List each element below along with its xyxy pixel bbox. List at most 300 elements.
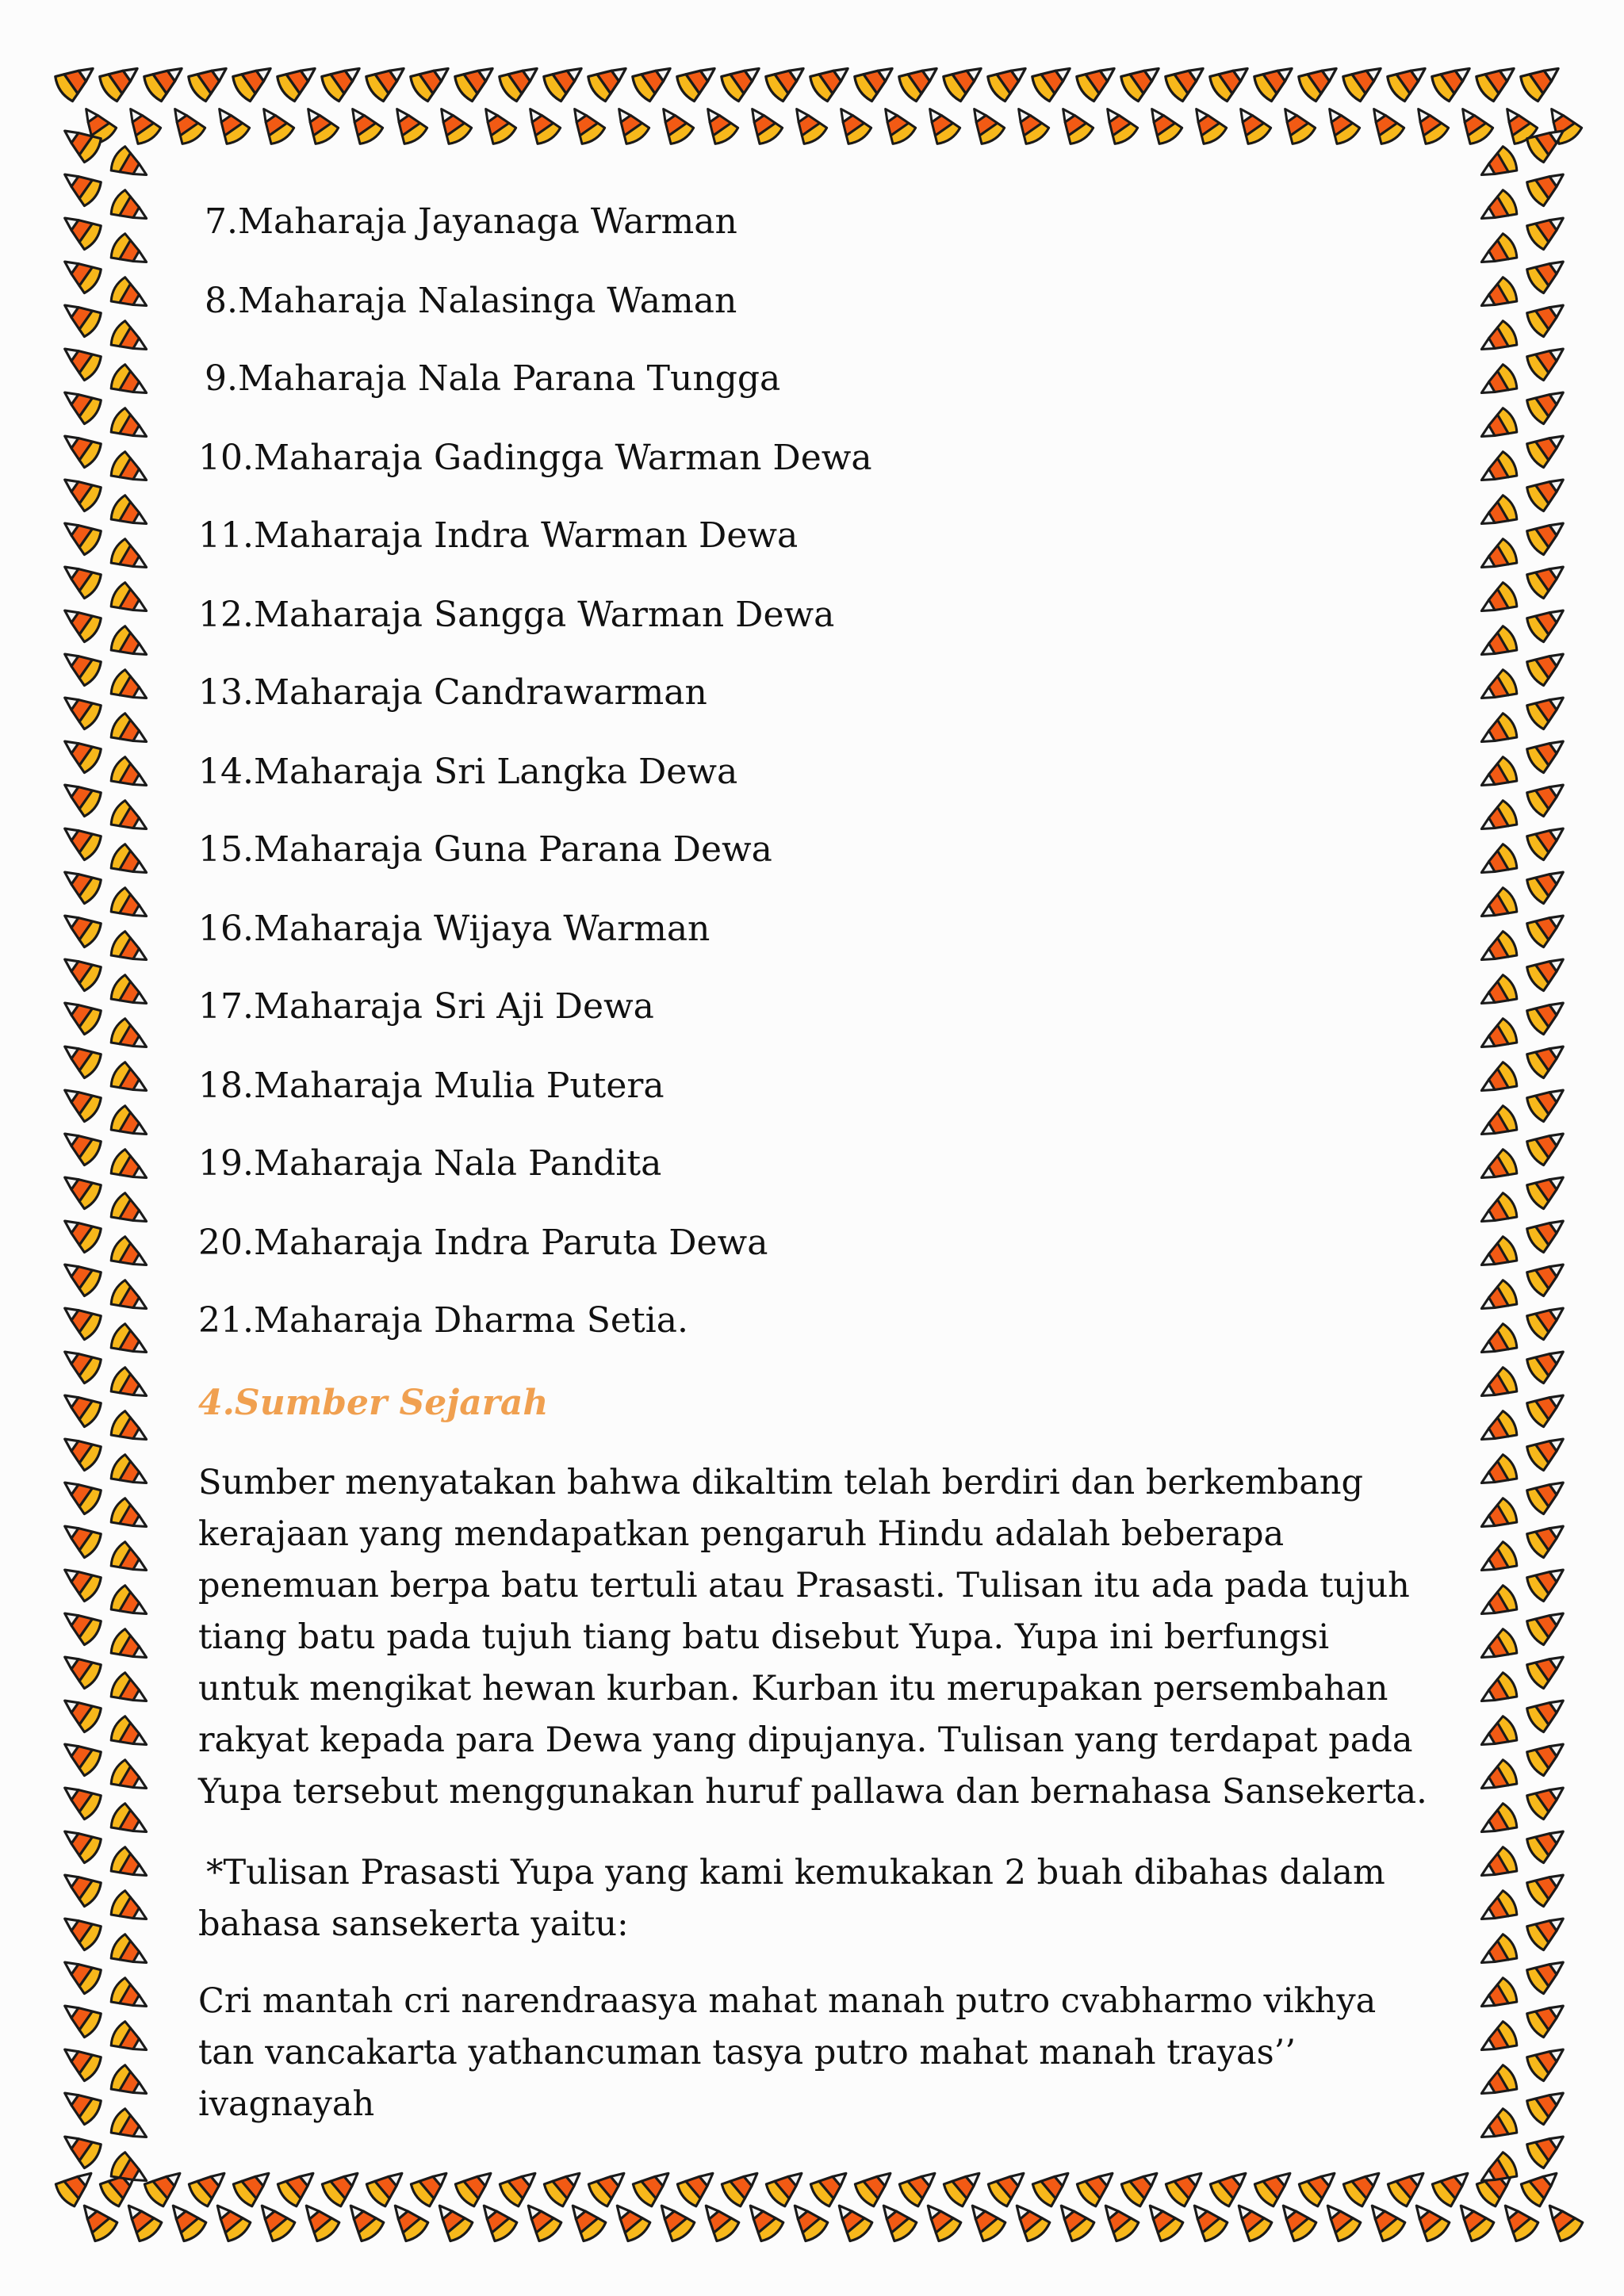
candy-corn-icon: [108, 1540, 153, 1582]
candy-corn-icon: [56, 381, 104, 426]
candy-corn-icon: [586, 2162, 634, 2208]
candy-corn-icon: [1429, 56, 1478, 103]
candy-corn-icon: [1475, 668, 1520, 710]
candy-corn-icon: [408, 56, 457, 103]
candy-corn-icon: [542, 2162, 589, 2208]
candy-corn-icon: [108, 1148, 153, 1190]
candy-corn-icon: [208, 101, 251, 146]
candy-corn-icon: [1524, 1514, 1572, 1559]
candy-corn-icon: [1524, 2125, 1572, 2170]
candy-corn-icon: [1519, 2162, 1566, 2208]
list-item: 9.Maharaja Nala Parana Tungga: [205, 358, 781, 399]
candy-corn-icon: [1524, 381, 1572, 426]
candy-corn-icon: [108, 189, 153, 231]
candy-corn-icon: [1524, 686, 1572, 731]
candy-corn-icon: [56, 1820, 104, 1865]
candy-corn-icon: [496, 56, 546, 103]
candy-corn-icon: [452, 56, 501, 103]
candy-corn-icon: [1475, 1104, 1520, 1146]
candy-corn-icon: [940, 56, 990, 103]
candy-corn-icon: [1475, 1758, 1520, 1800]
candy-corn-icon: [1475, 1061, 1520, 1103]
candy-corn-icon: [1074, 56, 1123, 103]
candy-corn-icon: [163, 101, 207, 146]
candy-corn-icon: [1430, 2162, 1477, 2208]
candy-corn-icon: [1524, 599, 1572, 644]
candy-corn-icon: [1475, 581, 1520, 623]
candy-corn-icon: [1524, 991, 1572, 1036]
candy-corn-icon: [56, 250, 104, 295]
candy-corn-icon: [56, 817, 104, 862]
candy-corn-icon: [719, 2162, 767, 2208]
candy-corn-icon: [630, 56, 679, 103]
candy-corn-icon: [1296, 56, 1345, 103]
candy-corn-icon: [297, 101, 340, 146]
candy-corn-icon: [56, 1994, 104, 2039]
candy-corn-icon: [56, 642, 104, 687]
candy-corn-icon: [1524, 904, 1572, 949]
candy-corn-icon: [275, 2162, 323, 2208]
candy-corn-icon: [1407, 101, 1450, 146]
candy-corn-icon: [675, 2162, 722, 2208]
candy-corn-icon: [652, 101, 695, 146]
candy-corn-icon: [1524, 1732, 1572, 1777]
candy-corn-icon: [1362, 101, 1406, 146]
list-item: 16.Maharaja Wijaya Warman: [198, 909, 710, 949]
candy-corn-icon: [108, 1410, 153, 1452]
candy-corn-icon: [1385, 56, 1434, 103]
candy-corn-icon: [718, 56, 768, 103]
candy-corn-icon: [108, 145, 153, 187]
candy-corn-icon: [108, 581, 153, 623]
candy-corn-icon: [1162, 56, 1212, 103]
candy-corn-icon: [1475, 1453, 1520, 1495]
candy-corn-icon: [1475, 1148, 1520, 1190]
candy-corn-icon: [186, 2162, 234, 2208]
candy-corn-icon: [108, 407, 153, 449]
candy-corn-icon: [1524, 1689, 1572, 1734]
candy-corn-icon: [918, 101, 962, 146]
candy-corn-icon: [1524, 1209, 1572, 1254]
candy-corn-icon: [1475, 625, 1520, 667]
candy-corn-icon: [108, 2064, 153, 2106]
candy-corn-icon: [56, 1514, 104, 1559]
candy-corn-icon: [108, 1061, 153, 1103]
candy-corn-icon: [1007, 101, 1051, 146]
candy-corn-icon: [1475, 407, 1520, 449]
paragraph: *Tulisan Prasasti Yupa yang kami kemukakan 2 buah dibahas dalam bahasa sansekerta yaitu:: [198, 1853, 1385, 1944]
candy-corn-icon: [108, 1235, 153, 1277]
candy-corn-icon: [108, 1628, 153, 1670]
candy-corn-icon: [108, 276, 153, 318]
candy-corn-icon: [56, 1383, 104, 1429]
candy-corn-icon: [56, 1035, 104, 1080]
candy-corn-icon: [1524, 1253, 1572, 1298]
candy-corn-icon: [1475, 1410, 1520, 1452]
candy-corn-icon: [1524, 2081, 1572, 2126]
candy-corn-icon: [108, 1802, 153, 1844]
candy-corn-icon: [1524, 1383, 1572, 1429]
candy-corn-icon: [1163, 2162, 1211, 2208]
candy-corn-icon: [1207, 56, 1256, 103]
list-item: 21.Maharaja Dharma Setia.: [198, 1300, 688, 1341]
candy-corn-icon: [1524, 293, 1572, 339]
candy-corn-icon: [1340, 56, 1389, 103]
candy-corn-icon: [829, 101, 873, 146]
candy-corn-icon: [108, 930, 153, 972]
candy-corn-icon: [108, 1758, 153, 1800]
list-item: 12.Maharaja Sangga Warman Dewa: [198, 595, 835, 635]
candy-corn-icon: [1524, 250, 1572, 295]
candy-corn-icon: [56, 1165, 104, 1211]
candy-corn-icon: [56, 293, 104, 339]
candy-corn-icon: [142, 2162, 190, 2208]
candy-corn-icon: [1185, 101, 1228, 146]
candy-corn-icon: [56, 729, 104, 775]
candy-corn-icon: [1475, 232, 1520, 274]
candy-corn-icon: [56, 468, 104, 513]
candy-corn-icon: [896, 56, 945, 103]
candy-corn-icon: [519, 101, 562, 146]
candy-corn-icon: [1297, 2162, 1344, 2208]
candy-corn-icon: [1524, 337, 1572, 382]
candy-corn-icon: [108, 1192, 153, 1234]
list-item: 7.Maharaja Jayanaga Warman: [205, 201, 737, 242]
candy-corn-icon: [1475, 1628, 1520, 1670]
candy-corn-icon: [1475, 450, 1520, 492]
candy-corn-icon: [56, 1863, 104, 1908]
candy-corn-icon: [852, 2162, 900, 2208]
list-item: 10.Maharaja Gadingga Warman Dewa: [198, 438, 872, 478]
candy-corn-icon: [430, 101, 473, 146]
candy-corn-icon: [1475, 712, 1520, 754]
candy-corn-icon: [119, 101, 163, 146]
list-item: 18.Maharaja Mulia Putera: [198, 1066, 665, 1106]
candy-corn-icon: [1475, 1192, 1520, 1234]
candy-corn-icon: [56, 1689, 104, 1734]
candy-corn-icon: [108, 538, 153, 580]
candy-corn-icon: [56, 1296, 104, 1341]
candy-corn-icon: [141, 56, 190, 103]
list-item: 20.Maharaja Indra Paruta Dewa: [198, 1223, 768, 1263]
candy-corn-icon: [1524, 1776, 1572, 1821]
candy-corn-icon: [56, 599, 104, 644]
candy-corn-icon: [56, 1209, 104, 1254]
candy-corn-icon: [108, 450, 153, 492]
candy-corn-icon: [1475, 799, 1520, 841]
candy-corn-icon: [108, 974, 153, 1016]
candy-corn-icon: [56, 206, 104, 251]
candy-corn-icon: [1208, 2162, 1255, 2208]
candy-corn-icon: [108, 2020, 153, 2062]
candy-corn-icon: [474, 101, 518, 146]
candy-corn-icon: [1524, 1035, 1572, 1080]
candy-corn-icon: [1524, 817, 1572, 862]
candy-corn-icon: [1475, 843, 1520, 885]
candy-corn-icon: [1524, 2038, 1572, 2083]
candy-corn-icon: [1524, 642, 1572, 687]
candy-corn-icon: [108, 1322, 153, 1364]
candy-corn-icon: [108, 1497, 153, 1539]
candy-corn-icon: [56, 1907, 104, 1952]
candy-corn-icon: [56, 1645, 104, 1690]
candy-corn-icon: [56, 555, 104, 600]
candy-corn-icon: [56, 424, 104, 469]
candy-corn-icon: [56, 1950, 104, 1996]
candy-corn-icon: [674, 56, 723, 103]
candy-corn-icon: [1524, 1340, 1572, 1385]
list-item: 15.Maharaja Guna Parana Dewa: [198, 829, 772, 870]
candy-corn-icon: [1538, 2196, 1584, 2244]
candy-corn-icon: [56, 1122, 104, 1167]
candy-corn-icon: [1252, 2162, 1300, 2208]
candy-corn-icon: [985, 56, 1034, 103]
candy-corn-icon: [963, 101, 1006, 146]
candy-corn-icon: [108, 668, 153, 710]
candy-corn-icon: [764, 2162, 811, 2208]
candy-corn-icon: [1074, 2162, 1122, 2208]
candy-corn-icon: [108, 886, 153, 928]
candy-corn-icon: [56, 1471, 104, 1516]
candy-corn-icon: [108, 363, 153, 405]
candy-corn-icon: [108, 799, 153, 841]
candy-corn-icon: [1524, 729, 1572, 775]
candy-corn-icon: [56, 773, 104, 818]
candy-corn-icon: [1473, 56, 1522, 103]
candy-corn-icon: [1318, 101, 1362, 146]
candy-corn-icon: [108, 843, 153, 885]
candy-corn-icon: [1475, 1497, 1520, 1539]
candy-corn-icon: [56, 860, 104, 905]
candy-corn-icon: [56, 686, 104, 731]
candy-corn-icon: [56, 511, 104, 557]
candy-corn-icon: [1475, 1235, 1520, 1277]
candy-corn-icon: [108, 1453, 153, 1495]
list-item: 17.Maharaja Sri Aji Dewa: [198, 986, 654, 1027]
candy-corn-icon: [1524, 1820, 1572, 1865]
candy-corn-icon: [1096, 101, 1139, 146]
candy-corn-icon: [1140, 101, 1184, 146]
candy-corn-icon: [1475, 363, 1520, 405]
candy-corn-icon: [1341, 2162, 1388, 2208]
candy-corn-icon: [541, 56, 590, 103]
candy-corn-icon: [1524, 1994, 1572, 2039]
candy-corn-icon: [108, 2107, 153, 2149]
candy-corn-icon: [1524, 773, 1572, 818]
candy-corn-icon: [56, 1253, 104, 1298]
candy-corn-icon: [108, 1889, 153, 1931]
candy-corn-icon: [56, 1558, 104, 1603]
candy-corn-icon: [1229, 101, 1273, 146]
candy-corn-icon: [274, 56, 324, 103]
candy-corn-icon: [1524, 1558, 1572, 1603]
candy-corn-icon: [1524, 206, 1572, 251]
candy-corn-icon: [1475, 1846, 1520, 1888]
candy-corn-icon: [1030, 2162, 1078, 2208]
candy-corn-icon: [186, 56, 235, 103]
candy-corn-icon: [852, 56, 901, 103]
candy-corn-icon: [1524, 1427, 1572, 1472]
candy-corn-icon: [56, 947, 104, 993]
candy-corn-icon: [1475, 538, 1520, 580]
candy-corn-icon: [231, 2162, 278, 2208]
candy-corn-icon: [563, 101, 607, 146]
candy-corn-icon: [1475, 1976, 1520, 2019]
section-heading: 4.Sumber Sejarah: [198, 1383, 549, 1423]
paragraph: Sumber menyatakan bahwa dikaltim telah berdiri dan berkembang kerajaan yang mendapatkan pengaruh Hindu adalah beberapa penemuan berpa batu tertuli atau Prasasti. Tulisan itu ada pada tujuh tiang batu pada tujuh tiang batu disebut Yupa. Yupa ini berfungsi untuk mengikat hewan kurban. Kurban itu merupakan persembahan rakyat kepada para Dewa yang dipujanya. Tulisan yang terdapat pada Yupa tersebut menggunakan huruf pallawa dan bernahasa Sansekerta.: [198, 1463, 1427, 1812]
candy-corn-icon: [1524, 511, 1572, 557]
candy-corn-icon: [1475, 1540, 1520, 1582]
candy-corn-icon: [1475, 494, 1520, 536]
candy-corn-icon: [1524, 1078, 1572, 1123]
candy-corn-icon: [363, 56, 412, 103]
candy-corn-icon: [897, 2162, 944, 2208]
candy-corn-icon: [808, 2162, 856, 2208]
candy-corn-icon: [341, 101, 385, 146]
candy-corn-icon: [1475, 276, 1520, 318]
candy-corn-icon: [1475, 1366, 1520, 1408]
candy-corn-icon: [108, 1715, 153, 1757]
candy-corn-icon: [1518, 56, 1567, 103]
candy-corn-icon: [785, 101, 829, 146]
candy-corn-icon: [1475, 1017, 1520, 1059]
candy-corn-icon: [763, 56, 812, 103]
candy-corn-icon: [1475, 1322, 1520, 1364]
candy-corn-icon: [108, 1279, 153, 1321]
list-item: 14.Maharaja Sri Langka Dewa: [198, 752, 738, 792]
candy-corn-icon: [1475, 189, 1520, 231]
candy-corn-icon: [1524, 1471, 1572, 1516]
candy-corn-icon: [364, 2162, 412, 2208]
candy-corn-icon: [1475, 1671, 1520, 1713]
candy-corn-icon: [230, 56, 279, 103]
candy-corn-icon: [1475, 1889, 1520, 1931]
candy-corn-icon: [53, 2162, 101, 2208]
candy-corn-icon: [453, 2162, 500, 2208]
candy-corn-icon: [1118, 56, 1167, 103]
candy-corn-icon: [97, 56, 146, 103]
candy-corn-icon: [320, 2162, 367, 2208]
candy-corn-icon: [807, 56, 856, 103]
candy-corn-icon: [1475, 886, 1520, 928]
candy-corn-icon: [941, 2162, 989, 2208]
candy-corn-icon: [108, 232, 153, 274]
candy-corn-icon: [108, 1366, 153, 1408]
candy-corn-icon: [56, 904, 104, 949]
candy-corn-icon: [108, 494, 153, 536]
candy-corn-icon: [56, 163, 104, 208]
candy-corn-icon: [1524, 1165, 1572, 1211]
candy-corn-icon: [986, 2162, 1033, 2208]
list-item: 11.Maharaja Indra Warman Dewa: [198, 515, 799, 556]
candy-corn-icon: [607, 101, 651, 146]
candy-corn-icon: [1524, 163, 1572, 208]
candy-corn-icon: [1524, 1122, 1572, 1167]
candy-corn-icon: [108, 1671, 153, 1713]
candy-corn-icon: [1524, 555, 1572, 600]
list-item: 13.Maharaja Candrawarman: [198, 672, 707, 713]
candy-corn-icon: [108, 1846, 153, 1888]
candy-corn-icon: [1524, 947, 1572, 993]
candy-corn-icon: [1475, 756, 1520, 798]
candy-corn-icon: [108, 1933, 153, 1975]
candy-corn-icon: [56, 1427, 104, 1472]
candy-corn-icon: [108, 1976, 153, 2019]
candy-corn-icon: [56, 2081, 104, 2126]
candy-corn-icon: [408, 2162, 456, 2208]
candy-corn-icon: [1524, 1907, 1572, 1952]
candy-corn-icon: [1119, 2162, 1166, 2208]
candy-corn-icon: [385, 101, 429, 146]
candy-corn-icon: [319, 56, 368, 103]
candy-corn-icon: [1475, 1279, 1520, 1321]
candy-corn-icon: [108, 756, 153, 798]
candy-corn-icon: [1524, 1296, 1572, 1341]
candy-corn-icon: [874, 101, 917, 146]
candy-corn-icon: [52, 56, 102, 103]
candy-corn-icon: [1524, 1950, 1572, 1996]
candy-corn-icon: [108, 1017, 153, 1059]
candy-corn-icon: [1475, 1933, 1520, 1975]
candy-corn-icon: [1475, 2064, 1520, 2106]
candy-corn-icon: [56, 1732, 104, 1777]
candy-corn-icon: [108, 1584, 153, 1626]
paragraph: Cri mantah cri narendraasya mahat manah putro cvabharmo vikhya tan vancakarta yathancuman tasya putro mahat manah trayas’’ ivagnayah: [198, 1981, 1377, 2124]
candy-corn-icon: [56, 1340, 104, 1385]
candy-corn-icon: [1051, 101, 1095, 146]
candy-corn-icon: [56, 1078, 104, 1123]
candy-corn-icon: [1251, 56, 1300, 103]
candy-corn-icon: [497, 2162, 545, 2208]
candy-corn-icon: [56, 2038, 104, 2083]
candy-corn-icon: [1524, 424, 1572, 469]
candy-corn-icon: [108, 320, 153, 362]
candy-corn-icon: [1524, 860, 1572, 905]
candy-corn-icon: [108, 712, 153, 754]
candy-corn-icon: [741, 101, 784, 146]
candy-corn-icon: [1475, 320, 1520, 362]
candy-corn-icon: [56, 1776, 104, 1821]
candy-corn-icon: [1451, 101, 1495, 146]
candy-corn-icon: [108, 1104, 153, 1146]
candy-corn-icon: [585, 56, 634, 103]
candy-corn-icon: [1475, 930, 1520, 972]
candy-corn-icon: [56, 1601, 104, 1647]
candy-corn-icon: [1029, 56, 1078, 103]
candy-corn-icon: [56, 991, 104, 1036]
candy-corn-icon: [630, 2162, 678, 2208]
candy-corn-icon: [1524, 1863, 1572, 1908]
candy-corn-icon: [1475, 2020, 1520, 2062]
candy-corn-icon: [1475, 1715, 1520, 1757]
candy-corn-icon: [1524, 1645, 1572, 1690]
candy-corn-icon: [1475, 145, 1520, 187]
candy-corn-icon: [108, 625, 153, 667]
candy-corn-icon: [56, 337, 104, 382]
candy-corn-icon: [1475, 2107, 1520, 2149]
candy-corn-icon: [252, 101, 296, 146]
candy-corn-icon: [696, 101, 740, 146]
candy-corn-icon: [1524, 468, 1572, 513]
candy-corn-icon: [1475, 1584, 1520, 1626]
list-item: 19.Maharaja Nala Pandita: [198, 1143, 662, 1184]
candy-corn-icon: [1274, 101, 1317, 146]
candy-corn-icon: [1385, 2162, 1433, 2208]
candy-corn-icon: [1524, 1601, 1572, 1647]
candy-corn-icon: [1475, 1802, 1520, 1844]
candy-corn-icon: [56, 2125, 104, 2170]
candy-corn-icon: [1475, 974, 1520, 1016]
